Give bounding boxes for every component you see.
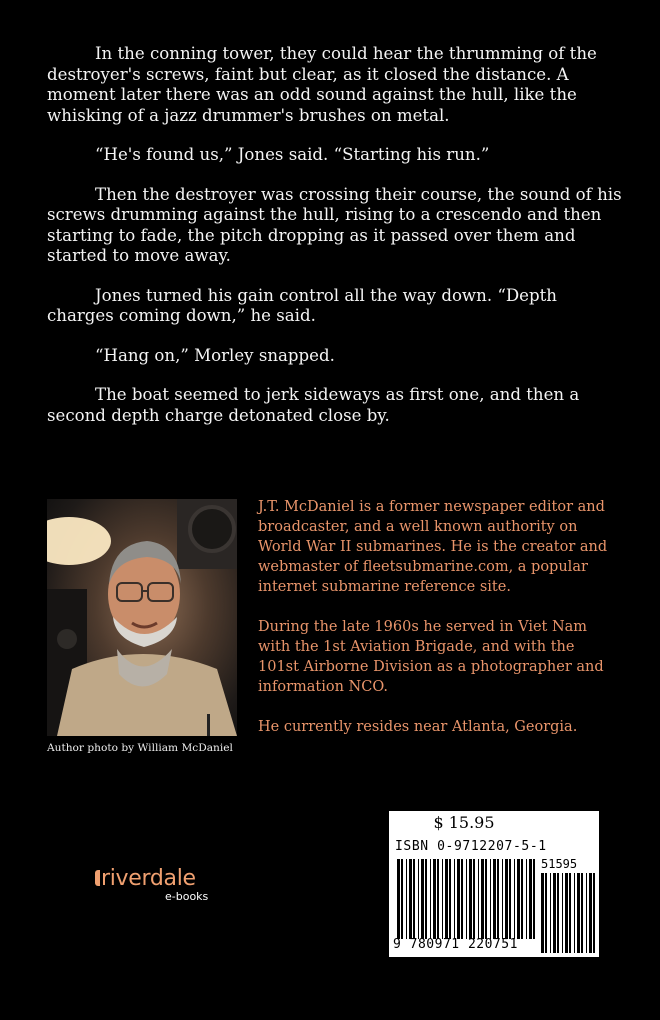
barcode-bar [553,873,556,953]
barcode-bar [397,859,400,939]
barcode-bar [586,873,587,953]
barcode-panel [389,811,599,957]
isbn-label: ISBN 0-9712207-5-1 [395,839,547,854]
excerpt-paragraph: In the conning tower, they could hear the thrumming of the destroyer's screws, faint but clear, as it closed the distance. A moment later there was an odd sound against the hull, like the whisking of a jazz drummer's brushes on metal. [47,44,597,125]
barcode-bar [562,873,563,953]
price-label: $ 15.95 [433,813,495,832]
barcode-bar [409,859,412,939]
barcode-bar [454,859,455,939]
excerpt-paragraph: “He's found us,” Jones said. “Starting his run.” [95,145,490,164]
barcode-bar [433,859,436,939]
book-excerpt [47,44,627,445]
barcode-bar [550,873,551,953]
barcode-bar [469,859,472,939]
barcode-bar [481,859,484,939]
barcode-bar [461,859,463,939]
bio-paragraph: He currently resides near Atlanta, Georgia. [258,719,578,735]
barcode-bar [569,873,571,953]
author-photo [47,499,237,736]
barcode-bar [493,859,496,939]
barcode-bar [505,859,508,939]
excerpt-paragraph: “Hang on,” Morley snapped. [95,345,335,365]
barcode-bar [533,859,535,939]
barcode-bar [521,859,523,939]
barcode-bar [574,873,575,953]
barcode-bar [485,859,487,939]
publisher-logo [95,866,235,906]
barcode-bar [421,859,424,939]
barcode-bar [425,859,427,939]
barcode-bar [529,859,532,939]
barcode-bar [541,873,544,953]
bio-paragraph: During the late 1960s he served in Viet Nam with the 1st Aviation Brigade, and with the 101st Airborne Division as a photographer and information NCO. [258,619,604,695]
barcode-bar [557,873,559,953]
barcode-bar [589,873,592,953]
barcode-bar [430,859,431,939]
publisher-subtitle: e-books [165,890,209,903]
barcode-bars [389,811,599,957]
barcode-bar [406,859,407,939]
barcode-bar [473,859,475,939]
barcode-bar [593,873,595,953]
barcode-bar [401,859,403,939]
barcode-bar [581,873,583,953]
barcode-bar [457,859,460,939]
excerpt-paragraph: Then the destroyer was crossing their course, the sound of his screws drumming against the hull, rising to a crescendo and then starting to fade, the pitch dropping as it passed over them and started to move away. [47,184,622,265]
addon-code: 51595 [541,857,578,871]
barcode-bar [509,859,511,939]
author-bio [258,497,618,757]
barcode-bar [418,859,419,939]
barcode-bar [445,859,448,939]
bio-paragraph: J.T. McDaniel is a former newspaper editor and broadcaster, and a well known authority on World War II submarines. He is the creator and webmaster of fleetsubmarine.com, a popular internet submarine reference site. [258,499,608,595]
barcode-bar [517,859,520,939]
barcode-bar [545,873,547,953]
barcode-bar [478,859,479,939]
barcode-bar [466,859,467,939]
barcode-bar [497,859,499,939]
barcode-bar [526,859,527,939]
barcode-bar [449,859,451,939]
ean-digits: 9 780971 220751 [393,937,518,952]
barcode-bar [565,873,568,953]
barcode-bar [514,859,515,939]
logo-mark-icon [95,870,100,886]
publisher-name: riverdale [101,866,196,891]
barcode-bar [437,859,439,939]
photo-caption: Author photo by William McDaniel [47,742,233,754]
barcode-bar [490,859,491,939]
excerpt-paragraph: Jones turned his gain control all the way down. “Depth charges coming down,” he said. [47,285,557,325]
author-portrait-illustration [47,499,237,736]
barcode-bar [502,859,503,939]
barcode-bar [577,873,580,953]
barcode-bar [413,859,415,939]
excerpt-paragraph: The boat seemed to jerk sideways as first one, and then a second depth charge detonated close by. [47,385,580,425]
barcode-bar [442,859,443,939]
